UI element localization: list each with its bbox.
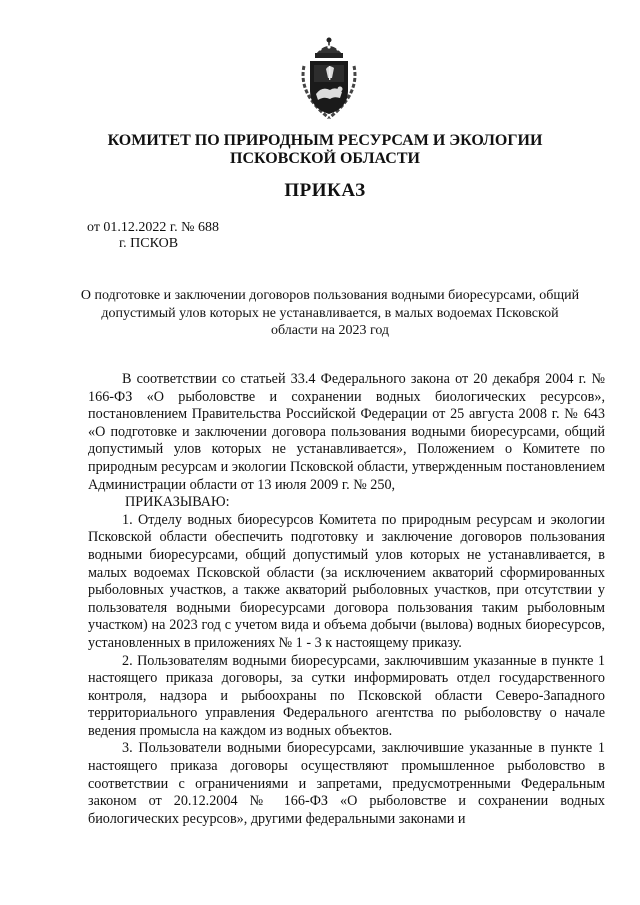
document-city: г. ПСКОВ <box>119 236 179 251</box>
preamble-paragraph: В соответствии со статьей 33.4 Федерального закона от 20 декабря 2004 г. № 166-ФЗ «О рыболовстве и сохранении водных биологических ресурсов», постановлением Правительства Российской Федерации от 25 августа 2008 г. № 643 «О подготовке и заключении договора пользования водными биоресурсами, общий допустимый улов которых не устанавливается», Положением о Комитете по природным ресурсам и экологии Псковской области, утвержденным постановлением Администрации области от 13 июля 2009 г. № 250, <box>88 371 605 493</box>
organization-name-line2: ПСКОВСКОЙ ОБЛАСТИ <box>230 150 420 167</box>
coat-of-arms-icon <box>296 36 362 120</box>
document-body <box>88 371 605 828</box>
document-subject: О подготовке и заключении договоров пользования водными биоресурсами, общий допустимый улов которых не устанавливается, в малых водоемах Псковской области на 2023 год <box>80 288 580 338</box>
document-type-title: ПРИКАЗ <box>284 180 366 201</box>
order-word: ПРИКАЗЫВАЮ: <box>125 494 230 511</box>
document-date-number: от 01.12.2022 г. № 688 <box>87 220 219 235</box>
order-item-3: 3. Пользователи водными биоресурсами, заключившие указанные в пункте 1 настоящего приказа договоры осуществляют промышленное рыболовство в соответствии с ограничениями и запретами, предусмотренными Федеральным законом от 20.12.2004 № 166-ФЗ «О рыболовстве и сохранении водных биологических ресурсов», другими федеральными законами и <box>88 740 605 827</box>
organization-name-line1: КОМИТЕТ ПО ПРИРОДНЫМ РЕСУРСАМ И ЭКОЛОГИИ <box>107 132 543 149</box>
order-item-1: 1. Отделу водных биоресурсов Комитета по природным ресурсам и экологии Псковской области обеспечить подготовку и заключение договоров пользования водными биоресурсами, общий допустимый улов которых не устанавливается, в малых водоемах Псковской области (за исключением акваторий сформированных рыболовных участков, а также акваторий рыболовных участков, при отсутствии у пользователя водными биоресурсами договора пользования таким рыболовным участком) на 2023 год с учетом вида и объема добычи (вылова) водных биоресурсов, установленных в приложениях № 1 - 3 к настоящему приказу. <box>88 511 605 651</box>
order-item-2: 2. Пользователям водными биоресурсами, заключившим указанные в пункте 1 настоящего приказа договоры, за сутки информировать отдел государственного контроля, надзора и рыбоохраны по Псковской области Северо-Западного территориального управления Федерального агентства по рыболовству о начале ведения промысла на каждом из водных объектов. <box>88 652 605 739</box>
